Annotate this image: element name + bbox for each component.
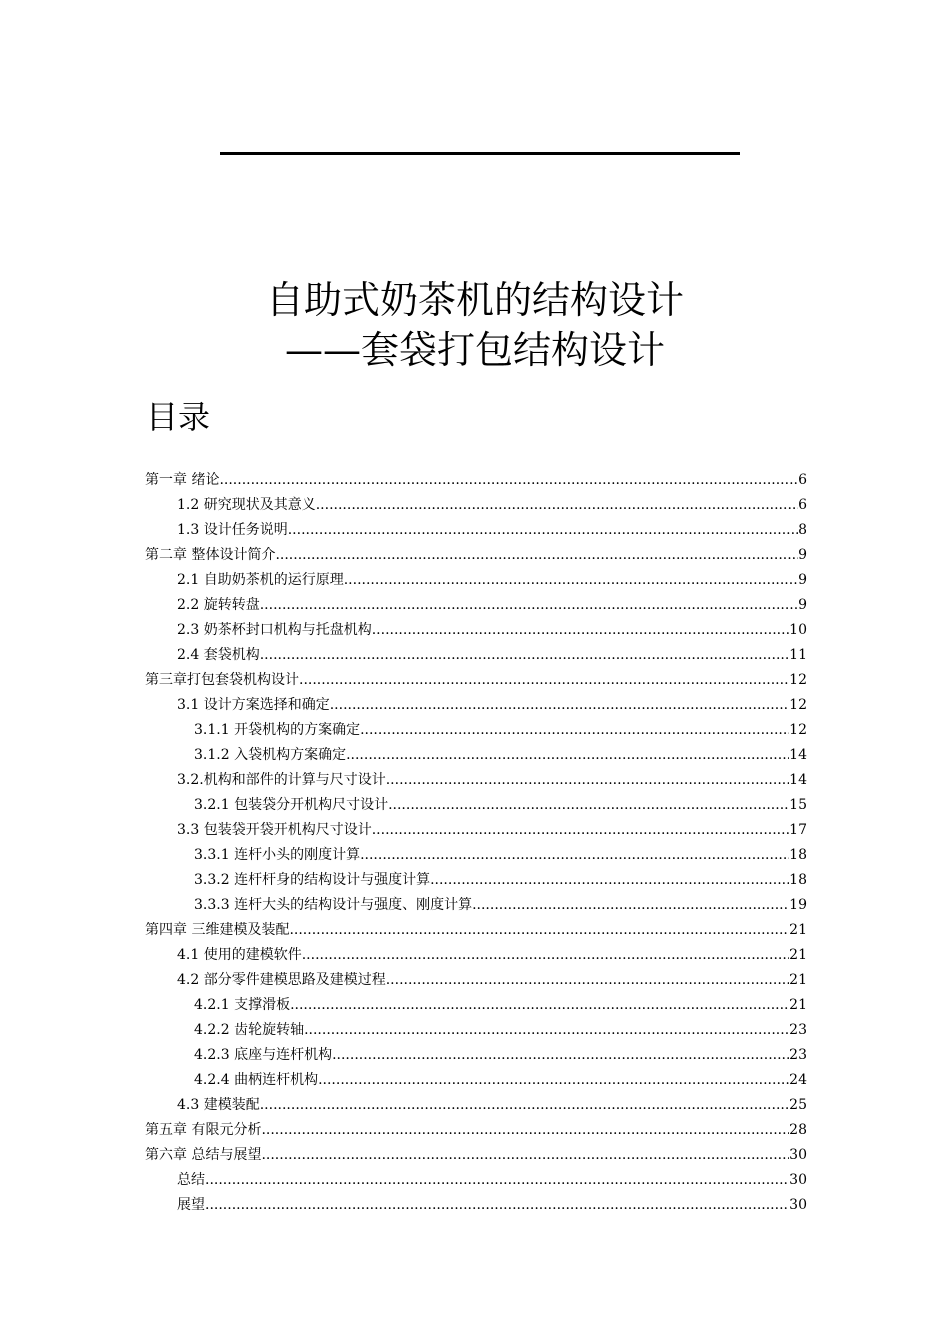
toc-entry-title: 总结 [177, 1172, 205, 1188]
toc-entry-page: 23 [789, 1047, 807, 1063]
toc-dot-leader [372, 818, 789, 843]
toc-entry-page: 30 [789, 1147, 807, 1163]
toc-entry-page: 17 [789, 822, 807, 838]
toc-entry-title: 4.2.4 曲柄连杆机构 [194, 1072, 319, 1088]
toc-entry[interactable] [145, 1143, 807, 1168]
toc-entry-title: 3.2.1 包装袋分开机构尺寸设计 [194, 797, 389, 813]
toc-entry-title: 4.2.2 齿轮旋转轴 [194, 1022, 305, 1038]
toc-entry-title: 3.1.2 入袋机构方案确定 [194, 747, 347, 763]
toc-entry-page: 21 [789, 972, 807, 988]
toc-entry[interactable] [145, 693, 807, 718]
toc-entry-title: 3.2.机构和部件的计算与尺寸设计 [177, 772, 386, 788]
toc-entry[interactable] [145, 593, 807, 618]
toc-dot-leader [304, 1018, 789, 1043]
toc-entry[interactable] [145, 943, 807, 968]
toc-entry-title: 3.1 设计方案选择和确定 [177, 697, 330, 713]
toc-entry-page: 10 [789, 622, 807, 638]
toc-entry[interactable] [145, 743, 807, 768]
toc-dot-leader [360, 843, 789, 868]
toc-entry[interactable] [145, 543, 807, 568]
toc-entry[interactable] [145, 843, 807, 868]
toc-entry[interactable] [145, 818, 807, 843]
toc-dot-leader [261, 1118, 789, 1143]
toc-entry[interactable] [145, 893, 807, 918]
toc-dot-leader [386, 968, 789, 993]
toc-dot-leader [430, 868, 789, 893]
toc-entry-page: 12 [789, 697, 807, 713]
toc-entry-page: 15 [789, 797, 807, 813]
toc-dot-leader [344, 568, 798, 593]
toc-entry-page: 24 [789, 1072, 807, 1088]
toc-entry-page: 19 [789, 897, 807, 913]
toc-entry[interactable] [145, 468, 807, 493]
toc-entry[interactable] [145, 568, 807, 593]
toc-entry-page: 8 [798, 522, 807, 538]
toc-entry-title: 4.2 部分零件建模思路及建模过程 [177, 972, 386, 988]
toc-entry-title: 2.4 套袋机构 [177, 647, 260, 663]
toc-entry-page: 25 [789, 1097, 807, 1113]
toc-entry[interactable] [145, 918, 807, 943]
toc-entry-title: 3.3.2 连杆杆身的结构设计与强度计算 [194, 872, 431, 888]
toc-entry[interactable] [145, 1168, 807, 1193]
toc-entry-page: 21 [789, 947, 807, 963]
toc-entry-page: 18 [789, 872, 807, 888]
toc-entry-title: 2.3 奶茶杯封口机构与托盘机构 [177, 622, 372, 638]
toc-entry-title: 4.1 使用的建模软件 [177, 947, 302, 963]
toc-entry-title: 4.3 建模装配 [177, 1097, 260, 1113]
toc-entry-title: 第三章打包套袋机构设计 [145, 672, 299, 688]
toc-entry-title: 第二章 整体设计简介 [145, 547, 276, 563]
toc-entry-page: 11 [789, 647, 807, 663]
toc-dot-leader [290, 993, 789, 1018]
toc-entry-page: 30 [789, 1197, 807, 1213]
toc-entry[interactable] [145, 518, 807, 543]
toc-entry-page: 18 [789, 847, 807, 863]
toc-entry[interactable] [145, 868, 807, 893]
toc-entry[interactable] [145, 793, 807, 818]
toc-dot-leader [260, 1093, 789, 1118]
toc-dot-leader [260, 643, 789, 668]
toc-dot-leader [332, 1043, 789, 1068]
toc-entry-page: 9 [798, 547, 807, 563]
toc-entry[interactable] [145, 968, 807, 993]
toc-entry-page: 14 [789, 747, 807, 763]
toc-entry[interactable] [145, 1093, 807, 1118]
toc-entry-title: 3.1.1 开袋机构的方案确定 [194, 722, 361, 738]
toc-dot-leader [205, 1193, 789, 1218]
toc-dot-leader [260, 593, 798, 618]
toc-entry-page: 12 [789, 722, 807, 738]
toc-entry-page: 9 [798, 597, 807, 613]
toc-entry-page: 12 [789, 672, 807, 688]
toc-dot-leader [288, 518, 798, 543]
toc-entry-title: 2.1 自助奶茶机的运行原理 [177, 572, 344, 588]
toc-entry[interactable] [145, 1068, 807, 1093]
toc-entry-title: 展望 [177, 1197, 205, 1213]
toc-dot-leader [299, 668, 789, 693]
top-horizontal-rule [220, 152, 740, 155]
toc-dot-leader [302, 943, 789, 968]
toc-entry-page: 9 [798, 572, 807, 588]
toc-entry-title: 3.3.3 连杆大头的结构设计与强度、刚度计算 [194, 897, 473, 913]
toc-dot-leader [330, 693, 789, 718]
toc-entry-page: 23 [789, 1022, 807, 1038]
toc-entry-title: 3.3.1 连杆小头的刚度计算 [194, 847, 361, 863]
toc-entry[interactable] [145, 1043, 807, 1068]
toc-dot-leader [205, 1168, 789, 1193]
toc-entry[interactable] [145, 1193, 807, 1218]
toc-dot-leader [275, 543, 798, 568]
toc-entry-title: 1.3 设计任务说明 [177, 522, 288, 538]
toc-entry-title: 4.2.1 支撑滑板 [194, 997, 291, 1013]
toc-entry[interactable] [145, 668, 807, 693]
document-subtitle: ——套袋打包结构设计 [284, 328, 665, 372]
toc-dot-leader [472, 893, 789, 918]
toc-entry-title: 4.2.3 底座与连杆机构 [194, 1047, 333, 1063]
toc-entry-page: 14 [789, 772, 807, 788]
toc-dot-leader [386, 768, 789, 793]
table-of-contents [145, 468, 807, 1218]
toc-dot-leader [360, 718, 789, 743]
toc-entry-title: 第四章 三维建模及装配 [145, 922, 290, 938]
toc-dot-leader [219, 468, 798, 493]
toc-entry-page: 6 [798, 497, 807, 513]
toc-entry[interactable] [145, 1018, 807, 1043]
toc-heading: 目录 [146, 398, 211, 436]
toc-entry-page: 30 [789, 1172, 807, 1188]
toc-entry-title: 第一章 绪论 [145, 472, 220, 488]
toc-dot-leader [318, 1068, 789, 1093]
toc-entry[interactable] [145, 493, 807, 518]
toc-dot-leader [289, 918, 789, 943]
toc-dot-leader [372, 618, 789, 643]
toc-entry-title: 1.2 研究现状及其意义 [177, 497, 316, 513]
toc-dot-leader [388, 793, 789, 818]
toc-entry[interactable] [145, 1118, 807, 1143]
toc-entry-page: 21 [789, 997, 807, 1013]
document-title: 自助式奶茶机的结构设计 [265, 278, 684, 322]
toc-entry[interactable] [145, 993, 807, 1018]
toc-entry-title: 第六章 总结与展望 [145, 1147, 262, 1163]
toc-dot-leader [346, 743, 789, 768]
toc-entry[interactable] [145, 718, 807, 743]
toc-entry[interactable] [145, 618, 807, 643]
toc-entry-page: 6 [798, 472, 807, 488]
toc-entry-page: 28 [789, 1122, 807, 1138]
toc-entry-title: 2.2 旋转转盘 [177, 597, 260, 613]
toc-entry[interactable] [145, 643, 807, 668]
toc-dot-leader [261, 1143, 789, 1168]
toc-entry-page: 21 [789, 922, 807, 938]
toc-dot-leader [316, 493, 798, 518]
toc-entry[interactable] [145, 768, 807, 793]
toc-entry-title: 第五章 有限元分析 [145, 1122, 262, 1138]
toc-entry-title: 3.3 包装袋开袋开机构尺寸设计 [177, 822, 372, 838]
